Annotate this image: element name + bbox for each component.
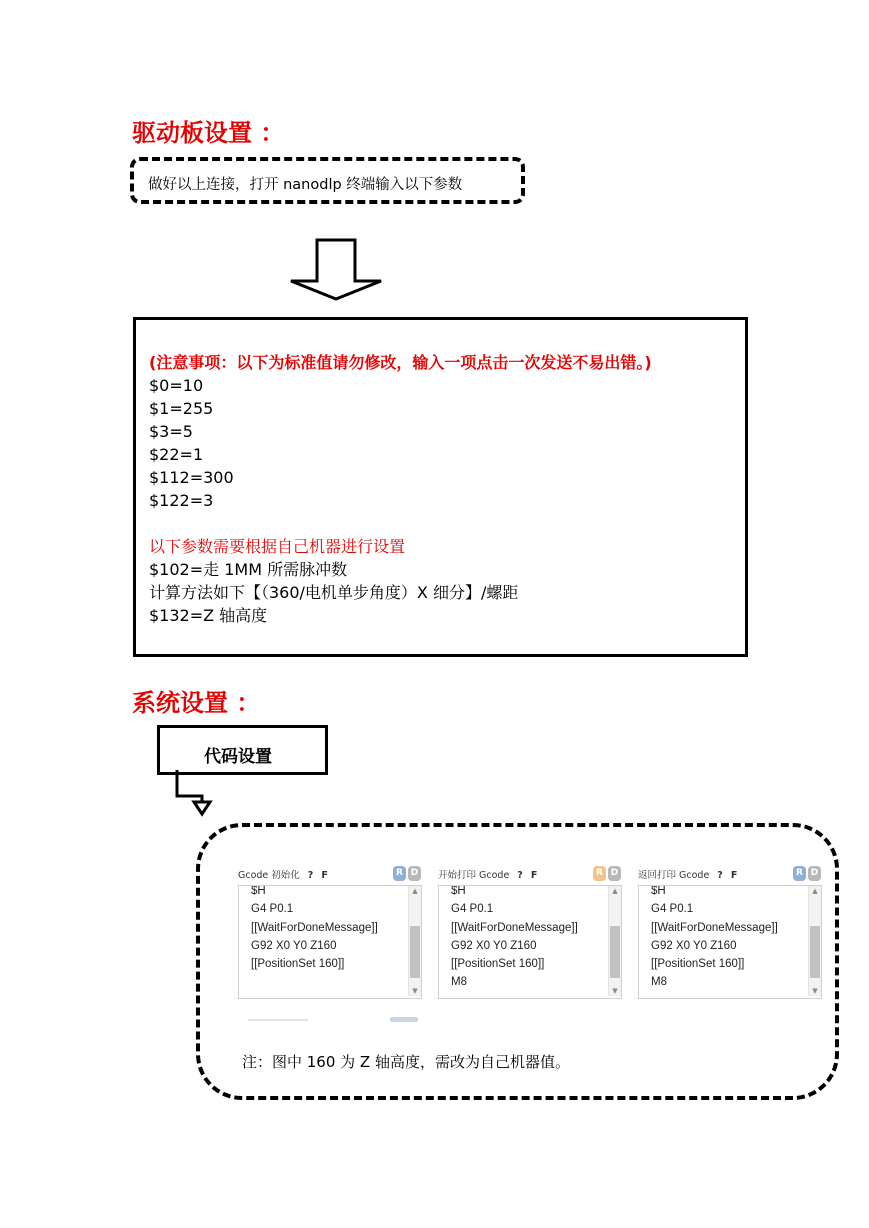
- custom-param-line: $132=Z 轴高度: [149, 606, 268, 625]
- param-line: $0=10: [149, 376, 204, 395]
- scroll-down-icon[interactable]: ▼: [412, 987, 418, 995]
- z-height-note: 注：图中 160 为 Z 轴高度，需改为自己机器值。: [242, 1053, 570, 1071]
- gcode-line: G92 X0 Y0 Z160: [251, 939, 337, 952]
- scroll-up-icon[interactable]: ▲: [412, 887, 418, 895]
- gcode-line: $H: [651, 885, 666, 897]
- down-arrow-icon: [288, 238, 384, 302]
- instruction-text: 做好以上连接，打开 nanodlp 终端输入以下参数: [148, 177, 463, 193]
- gcode-line: M8: [451, 976, 467, 989]
- scroll-thumb[interactable]: [610, 926, 620, 978]
- gcode-line: G4 P0.1: [651, 903, 694, 916]
- gcode-line: [[PositionSet 160]]: [651, 958, 745, 971]
- panel-title-text: Gcode 初始化: [238, 870, 300, 881]
- scroll-down-icon[interactable]: ▼: [612, 987, 618, 995]
- custom-param-line: 计算方法如下【（360/电机单步角度）X 细分】/螺距: [149, 583, 519, 602]
- param-line: $22=1: [149, 445, 204, 464]
- parameters-box: [133, 317, 748, 657]
- gcode-line: $H: [451, 885, 466, 897]
- gcode-line: [[PositionSet 160]]: [451, 958, 545, 971]
- gcode-line: [[WaitForDoneMessage]]: [451, 921, 578, 934]
- panel-title: [438, 867, 537, 881]
- gcode-line: G92 X0 Y0 Z160: [651, 939, 737, 952]
- gcode-line: $H: [251, 885, 266, 897]
- gcode-line: G4 P0.1: [451, 903, 494, 916]
- scroll-thumb[interactable]: [410, 926, 420, 978]
- elbow-arrow-icon: [170, 770, 222, 820]
- param-line: $122=3: [149, 491, 214, 510]
- param-line: $3=5: [149, 422, 193, 441]
- help-icon[interactable]: ?: [517, 870, 523, 881]
- d-badge-button[interactable]: D: [408, 866, 421, 881]
- param-line: $1=255: [149, 399, 214, 418]
- f-toggle[interactable]: F: [530, 870, 538, 881]
- scrollbar[interactable]: [608, 886, 621, 996]
- scrollbar[interactable]: [408, 886, 421, 996]
- param-line: $112=300: [149, 468, 234, 487]
- gcode-line: G92 X0 Y0 Z160: [451, 939, 537, 952]
- r-badge-button[interactable]: R: [793, 866, 806, 881]
- code-setting-label-box: [157, 725, 328, 775]
- d-badge-button[interactable]: D: [808, 866, 821, 881]
- gcode-line: G4 P0.1: [251, 903, 294, 916]
- scroll-up-icon[interactable]: ▲: [612, 887, 618, 895]
- partial-badge-fragment: [390, 1017, 418, 1022]
- scroll-thumb[interactable]: [810, 926, 820, 978]
- section-title-system-settings: 系统设置 ：: [132, 688, 261, 717]
- d-badge-button[interactable]: D: [608, 866, 621, 881]
- code-setting-label: 代码设置: [204, 747, 272, 767]
- panel-title: [238, 867, 328, 881]
- scroll-up-icon[interactable]: ▲: [812, 887, 818, 895]
- custom-params-heading: 以下参数需要根据自己机器进行设置: [149, 537, 406, 556]
- r-badge-button[interactable]: R: [593, 866, 606, 881]
- f-toggle[interactable]: F: [321, 870, 328, 881]
- panel-title-text: 开始打印 Gcode: [438, 870, 510, 881]
- gcode-textarea[interactable]: [638, 885, 822, 999]
- panel-title-text: 返回打印 Gcode: [638, 870, 710, 881]
- scrollbar[interactable]: [808, 886, 821, 996]
- scroll-down-icon[interactable]: ▼: [812, 987, 818, 995]
- gcode-panel-resume-print: [638, 862, 822, 1002]
- panel-title: [638, 867, 737, 881]
- gcode-textarea[interactable]: [438, 885, 622, 999]
- gcode-line: [[PositionSet 160]]: [251, 958, 345, 971]
- custom-param-line: $102=走 1MM 所需脉冲数: [149, 560, 348, 579]
- warning-note: (注意事项：以下为标准值请勿修改，输入一项点击一次发送不易出错。): [149, 353, 652, 372]
- gcode-line: [[WaitForDoneMessage]]: [251, 921, 378, 934]
- f-toggle[interactable]: F: [730, 870, 738, 881]
- section-title-driver-board: 驱动板设置 ：: [132, 118, 285, 147]
- gcode-panel-init: [238, 862, 422, 1002]
- instruction-box: [130, 157, 525, 204]
- gcode-line: [[WaitForDoneMessage]]: [651, 921, 778, 934]
- gcode-panel-start-print: [438, 862, 622, 1002]
- r-badge-button[interactable]: R: [393, 866, 406, 881]
- gcode-line: M8: [651, 976, 667, 989]
- partial-panel-fragment: [248, 1019, 308, 1021]
- help-icon[interactable]: ?: [307, 870, 314, 881]
- gcode-textarea[interactable]: [238, 885, 422, 999]
- help-icon[interactable]: ?: [717, 870, 723, 881]
